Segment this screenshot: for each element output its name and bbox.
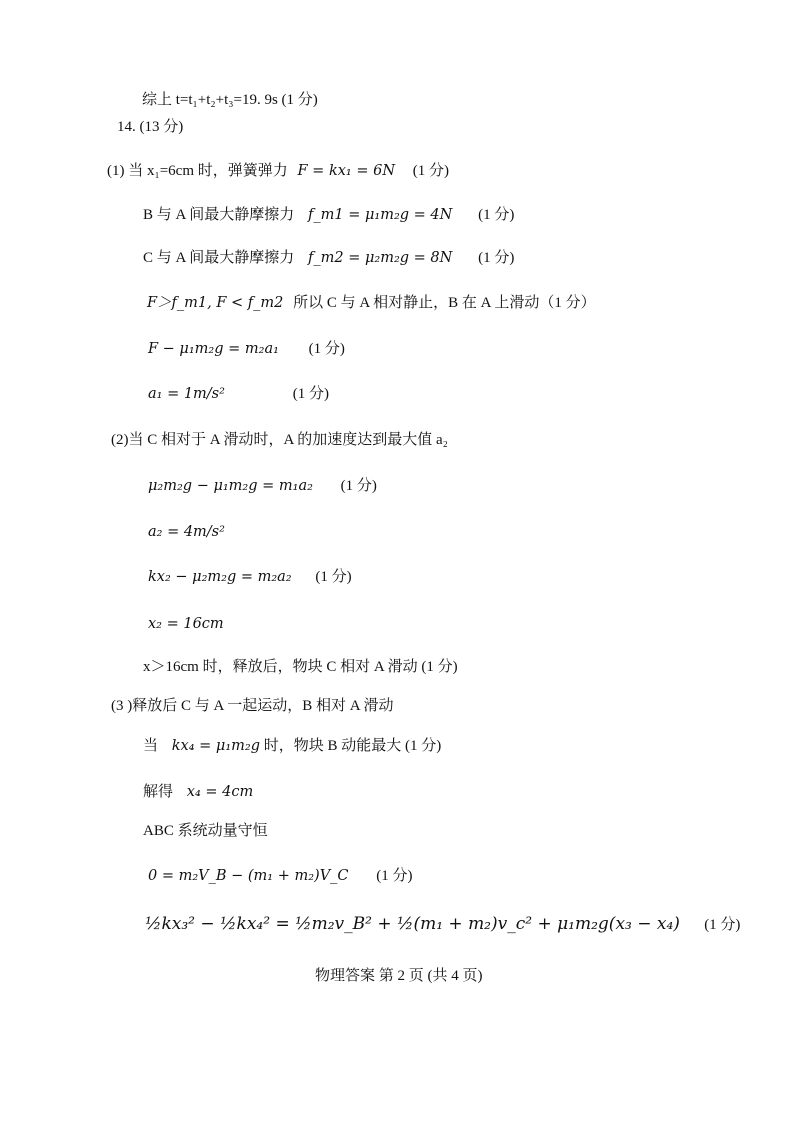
score-mark: (1 分) [292,386,329,402]
score-mark: (1 分) [412,163,450,179]
score-mark: (1 分) [315,569,352,585]
newton-b-line [148,339,345,359]
x2-result-line [148,614,224,634]
friction-b-a-label: B 与 A 间最大静摩擦力 [143,207,295,223]
x4-formula: x₄ = 4cm [186,784,254,800]
summary-line: 综上 t=t₁+t₂+t₃=19. 9s (1 分) [142,92,318,108]
friction-c-a [143,248,514,268]
score-mark: (1 分) [340,478,377,494]
step-1-spring-force [107,161,449,181]
momentum-conservation-line: ABC 系统动量守恒 [143,823,268,839]
x2-equation-formula: kx₂ − μ₂m₂g = m₂a₂ [148,569,292,585]
question-14-heading: 14. (13 分) [117,119,184,135]
x2-formula: x₂ = 16cm [148,616,224,632]
step-1-label: (1) 当 x₁=6cm 时，弹簧弹力 [107,163,288,179]
newton-b-formula: F − μ₁m₂g = m₂a₁ [148,341,279,357]
comparison-conclusion: 所以 C 与 A 相对静止，B 在 A 上滑动（1 分） [293,295,596,311]
step-2-heading: (2)当 C 相对于 A 滑动时，A 的加速度达到最大值 a₂ [111,432,448,448]
x2-equation-line [148,567,352,587]
friction-c-a-formula: f_m2 = μ₂m₂g = 8N [308,250,453,266]
a2-equation-line [148,476,377,496]
a1-result-line [148,384,329,404]
score-mark: (1 分) [478,250,515,266]
friction-b-a [143,205,514,225]
a1-formula: a₁ = 1m/s² [148,386,225,402]
score-mark: (1 分) [478,207,515,223]
step-3-heading: (3 )释放后 C 与 A 一起运动，B 相对 A 滑动 [111,698,394,714]
score-mark: (1 分) [704,917,741,933]
score-mark: (1 分) [376,868,413,884]
x4-result-line [143,782,253,802]
a2-formula: a₂ = 4m/s² [148,524,225,540]
comparison-formula: F＞f_m1, F < f_m2 [147,295,284,311]
energy-formula: ½kx₃² − ½kx₄² = ½m₂v_B² + ½(m₁ + m₂)v_c² + μ₁m₂g(x₃ − x₄) [145,914,680,934]
a2-equation-formula: μ₂m₂g − μ₁m₂g = m₁a₂ [148,478,313,494]
a2-result-line [148,522,225,542]
friction-c-a-label: C 与 A 间最大静摩擦力 [143,250,295,266]
energy-equation-line [145,914,740,935]
comparison-line [147,293,596,313]
spring-force-formula: F = kx₁ = 6N [297,163,396,179]
friction-b-a-formula: f_m1 = μ₁m₂g = 4N [308,207,453,223]
max-ke-prefix: 当 [143,738,159,754]
score-mark: (1 分) [308,341,345,357]
max-ke-formula: kx₄ = μ₁m₂g [171,738,260,754]
release-condition-line: x＞16cm 时，释放后，物块 C 相对 A 滑动 (1 分) [143,659,458,675]
page-footer: 物理答案 第 2 页 (共 4 页) [315,968,483,984]
momentum-formula: 0 = m₂V_B − (m₁ + m₂)V_C [148,868,349,884]
max-ke-text: 时，物块 B 动能最大 (1 分) [263,738,442,754]
max-ke-condition-line [143,736,441,756]
momentum-equation-line [148,866,413,886]
x4-prefix: 解得 [143,784,174,800]
